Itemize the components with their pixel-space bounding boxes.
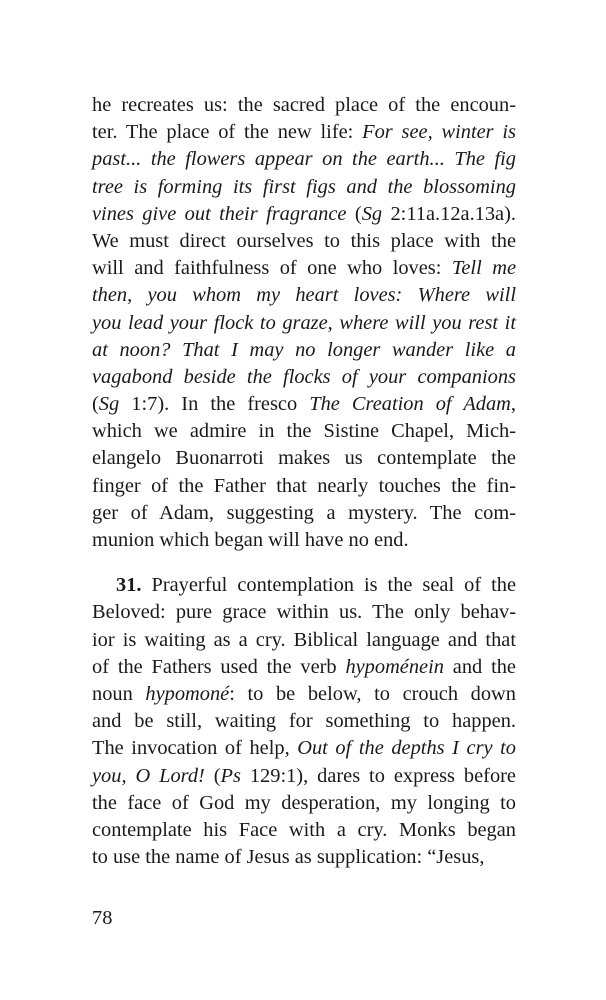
text-span: : to be below, to crouch down <box>229 682 516 705</box>
text-line <box>92 572 516 599</box>
text-line <box>92 146 516 173</box>
section-number: 31. <box>116 574 142 597</box>
text-span: ( <box>92 393 99 416</box>
italic-text: hypoménein <box>345 655 444 678</box>
text-line <box>92 255 516 282</box>
text-line <box>92 735 516 762</box>
text-line <box>92 500 516 527</box>
text-span: and be still, waiting for something to happen. <box>92 710 516 733</box>
paragraph-31 <box>92 572 516 871</box>
text-line <box>92 527 516 554</box>
text-span: 2:11a.12a.13a). <box>382 202 516 225</box>
text-span: Prayerful contemplation is the seal of the <box>141 574 516 597</box>
text-span: noun <box>92 682 146 705</box>
italic-text: The Creation of Adam <box>309 393 511 416</box>
text-span: , <box>510 393 516 416</box>
page-body <box>92 92 516 871</box>
text-line <box>92 817 516 844</box>
text-line <box>92 599 516 626</box>
italic-text: Ps <box>220 764 241 787</box>
italic-text: then, you whom my heart loves: Where will <box>92 284 516 307</box>
italic-text: vagabond beside the flocks of your companions <box>92 365 516 388</box>
text-span: munion which began will have no end. <box>92 529 409 551</box>
italic-text: vines give out their fragrance <box>92 202 347 225</box>
text-line <box>92 627 516 654</box>
italic-text: past... the flowers appear on the earth... The fig <box>92 148 516 171</box>
italic-text: you lead your flock to graze, where will you rest it <box>92 311 516 334</box>
text-span: elangelo Buonarroti makes us contemplate the <box>92 447 516 470</box>
text-line <box>92 119 516 146</box>
italic-text: tree is forming its first figs and the blossoming <box>92 175 516 198</box>
text-span: he recreates us: the sacred place of the encoun- <box>92 94 516 116</box>
text-span: The invocation of help, <box>92 737 298 760</box>
text-span: and the <box>443 655 516 678</box>
italic-text: For see, winter is <box>362 121 516 144</box>
text-line <box>92 337 516 364</box>
text-line <box>92 708 516 735</box>
text-line <box>92 473 516 500</box>
italic-text: Sg <box>361 202 383 225</box>
text-line <box>92 763 516 790</box>
paragraph-gap <box>92 554 516 572</box>
italic-text: Tell me <box>451 257 516 280</box>
text-line <box>92 282 516 309</box>
text-span: contemplate his Face with a cry. Monks began <box>92 818 516 841</box>
text-line <box>92 445 516 472</box>
italic-text: Out of the depths I cry to <box>297 737 516 760</box>
text-span: finger of the Father that nearly touches the fin- <box>92 474 516 497</box>
text-line <box>92 310 516 337</box>
italic-text: hypomoné <box>145 682 230 705</box>
text-line <box>92 654 516 681</box>
text-line <box>92 790 516 817</box>
text-span: 129:1), dares to express before <box>240 764 516 787</box>
text-span: ( <box>346 202 362 225</box>
text-span: of the Fathers used the verb <box>92 655 346 678</box>
text-line <box>92 844 516 871</box>
text-span: will and faithfulness of one who loves: <box>92 257 452 280</box>
text-line <box>92 174 516 201</box>
text-span: ( <box>204 764 221 787</box>
italic-text: Sg <box>98 393 120 416</box>
text-span: ter. The place of the new life: <box>92 121 363 144</box>
text-line <box>92 228 516 255</box>
italic-text: at noon? That I may no longer wander like a <box>92 338 516 361</box>
text-line <box>92 364 516 391</box>
text-span: 1:7). In the fresco <box>119 393 310 416</box>
paragraph-continued <box>92 92 516 554</box>
text-line <box>92 681 516 708</box>
page-number: 78 <box>92 907 113 929</box>
italic-text: you, O Lord! <box>92 764 205 787</box>
text-line <box>92 201 516 228</box>
text-span: Beloved: pure grace within us. The only behav- <box>92 601 516 624</box>
text-span: which we admire in the Sistine Chapel, Mich- <box>92 420 516 443</box>
text-line <box>92 418 516 445</box>
text-span: ger of Adam, suggesting a mystery. The com- <box>92 501 516 524</box>
text-line <box>92 92 516 119</box>
text-span: ior is waiting as a cry. Biblical language and that <box>92 628 516 651</box>
text-line <box>92 391 516 418</box>
text-span: We must direct ourselves to this place with the <box>92 229 516 252</box>
text-span: the face of God my desperation, my longing to <box>92 791 516 814</box>
text-span: to use the name of Jesus as supplication: “Jesus, <box>92 846 485 869</box>
